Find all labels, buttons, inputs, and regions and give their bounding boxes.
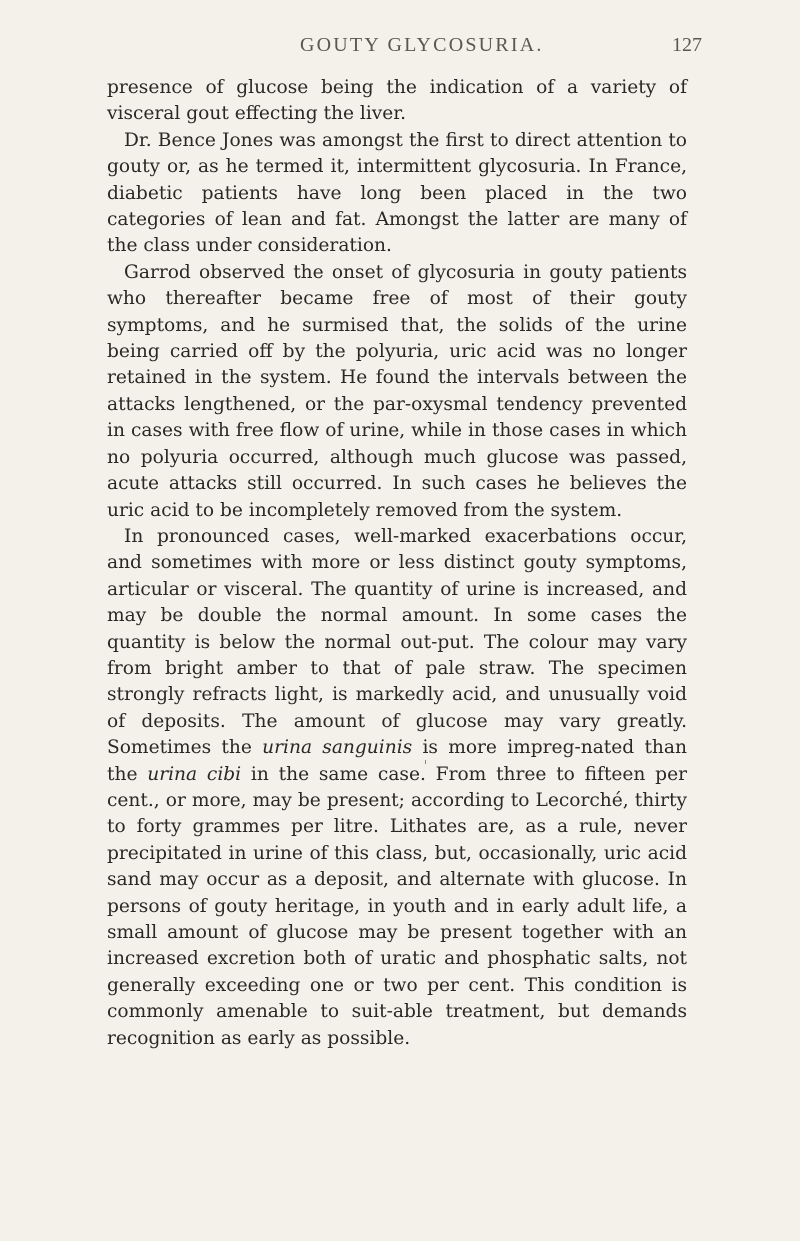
paragraph-4-part-b: is more impreg-nated than the [107, 737, 687, 785]
stray-ink-mark [425, 760, 426, 764]
page-number: 127 [672, 34, 702, 56]
paragraph-4-part-a: In pronounced cases, well-marked exacerbations occur, and sometimes with more or less distinct gouty symptoms, articular or visceral. The quantity of urine is increased, and may be double the normal amount. In some cases the quantity is below the normal out-put. The colour may vary from bright amber to that of pale straw. The specimen strongly refracts light, is markedly acid, and unusually void of deposits. The amount of glucose may vary greatly. Sometimes the [107, 525, 687, 759]
paragraph-3: Garrod observed the onset of glycosuria in gouty patients who thereafter became free of most of their gouty symptoms, and he surmised that, the solids of the urine being carried off by the polyuria, uric acid was no longer retained in the system. He found the intervals between the attacks lengthened, or the par-oxysmal tendency prevented in cases with free flow of urine, while in those cases in which no polyuria occurred, although much glucose was passed, acute attacks still occurred. In such cases he believes the uric acid to be incompletely removed from the system. [107, 261, 687, 521]
paragraph-1: presence of glucose being the indication of a variety of visceral gout effecting the liver. [107, 77, 687, 125]
body-text [107, 75, 687, 1052]
italic-term-urina-sanguinis: urina sanguinis [262, 737, 413, 759]
running-title: GOUTY GLYCOSURIA. [300, 34, 544, 56]
paragraph-4-part-c: in the same case. From three to fifteen per cent., or more, may be present; according to Lecorché, thirty to forty grammes per litre. Lithates are, as a rule, never precipitated in urine of this class, but, occasionally, uric acid sand may occur as a deposit, and alternate with glucose. In persons of gouty heritage, in youth and in early adult life, a small amount of glucose may be present together with an increased excretion both of uratic and phosphatic salts, not generally exceeding one or two per cent. This condition is commonly amenable to suit-able treatment, but demands recognition as early as possible. [107, 763, 687, 1049]
paragraph-2: Dr. Bence Jones was amongst the first to direct attention to gouty or, as he termed it, intermittent glycosuria. In France, diabetic patients have long been placed in the two categories of lean and fat. Amongst the latter are many of the class under consideration. [107, 129, 687, 257]
paragraph-4 [107, 524, 687, 1052]
italic-term-urina-cibi: urina cibi [147, 763, 242, 785]
running-head [0, 30, 800, 60]
